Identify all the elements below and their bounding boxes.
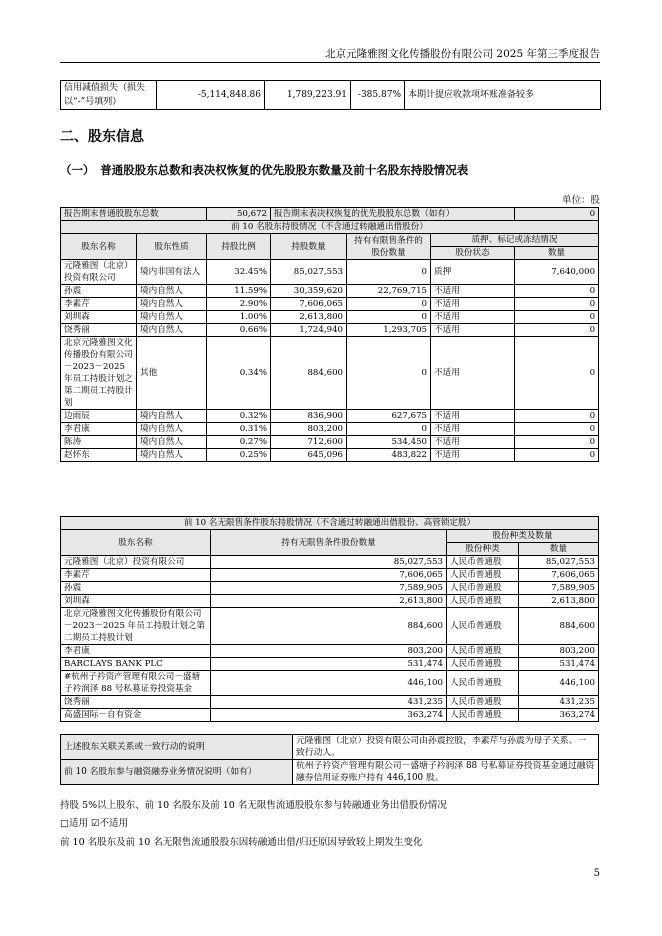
table-row: [61, 324, 599, 337]
holder-status: 不适用: [431, 298, 515, 311]
table-row: [61, 436, 599, 449]
report-header: 北京元隆雅图文化传播股份有限公司 2025 年第三季度报告: [325, 48, 600, 60]
holder-qty: 2,613,800: [211, 595, 447, 608]
holder-name: 元隆雅图（北京）投资有限公司: [61, 260, 137, 285]
unrestricted-header-row: [61, 530, 599, 543]
holder-count: 0: [515, 449, 599, 462]
holder-nature: 境内自然人: [137, 410, 207, 423]
holder-count: 0: [515, 311, 599, 324]
holder-restricted: 534,450: [347, 436, 431, 449]
header-count: 数量: [515, 247, 599, 260]
holder-count: 0: [515, 410, 599, 423]
holder-restricted: 22,769,715: [347, 285, 431, 298]
holder-name: 赵怀东: [61, 449, 137, 462]
unrestricted-shareholders-table: [60, 516, 599, 722]
share-type: 人民币普通股: [447, 645, 519, 658]
holder-name: 饶秀丽: [61, 696, 211, 709]
holder-name: 孙震: [61, 582, 211, 595]
share-count: 7,606,065: [519, 569, 599, 582]
holder-count: 0: [515, 337, 599, 410]
holder-qty: 85,027,553: [211, 556, 447, 569]
holder-count: 0: [515, 285, 599, 298]
holder-name: 北京元隆雅图文化传播股份有限公司－2023－2025 年员工持股计划之第二期员工持股计划: [61, 608, 211, 645]
holder-qty: 7,606,065: [211, 569, 447, 582]
share-type: 人民币普通股: [447, 569, 519, 582]
holder-qty: 1,724,940: [271, 324, 347, 337]
share-count: 85,027,553: [519, 556, 599, 569]
holder-name: BARCLAYS BANK PLC: [61, 658, 211, 671]
holder-ratio: 11.59%: [207, 285, 271, 298]
share-count: 446,100: [519, 671, 599, 696]
holder-nature: 境内自然人: [137, 285, 207, 298]
table-row: [61, 285, 599, 298]
holder-ratio: 0.27%: [207, 436, 271, 449]
share-type: 人民币普通股: [447, 582, 519, 595]
top10-title: 前 10 名股东持股情况（不含通过转融通出借股份）: [61, 221, 599, 234]
holder-ratio: 0.31%: [207, 423, 271, 436]
holder-qty: 803,200: [211, 645, 447, 658]
holder-status: 不适用: [431, 449, 515, 462]
table-row: [61, 569, 599, 582]
holder-count: 0: [515, 298, 599, 311]
holder-name: 孙震: [61, 285, 137, 298]
unrestricted-title: 前 10 名无限售条件股东持股情况（不含通过转融通出借股份、高管锁定股）: [61, 517, 599, 530]
table-row: [61, 671, 599, 696]
share-type: 人民币普通股: [447, 671, 519, 696]
holder-qty: 446,100: [211, 671, 447, 696]
applicability-checkbox: □适用 ☑不适用: [60, 818, 129, 829]
holder-nature: 境内自然人: [137, 311, 207, 324]
top10-title-row: [61, 221, 599, 234]
holder-status: 不适用: [431, 436, 515, 449]
summary-row: [61, 208, 599, 221]
holder-nature: 境内非国有法人: [137, 260, 207, 285]
holder-qty: 645,096: [271, 449, 347, 462]
credit-loss-reason: 本期计提应收款项坏账准备较多: [405, 81, 601, 110]
header-status: 股份状态: [431, 247, 515, 260]
holder-nature: 境内自然人: [137, 449, 207, 462]
pref-holders-value: 0: [515, 208, 599, 221]
share-count: 884,600: [519, 608, 599, 645]
holder-restricted: 0: [347, 298, 431, 311]
table-row: [61, 709, 599, 722]
holder-status: 不适用: [431, 285, 515, 298]
holder-qty: 30,359,620: [271, 285, 347, 298]
holder-nature: 其他: [137, 337, 207, 410]
holder-nature: 境内自然人: [137, 324, 207, 337]
holder-ratio: 1.00%: [207, 311, 271, 324]
table-row: [61, 608, 599, 645]
holder-count: 7,640,000: [515, 260, 599, 285]
credit-loss-label: 信用减值损失（损失以“-”号填列）: [61, 81, 157, 110]
holder-qty: 836,900: [271, 410, 347, 423]
holder-restricted: 0: [347, 423, 431, 436]
holder-qty: 531,474: [211, 658, 447, 671]
holder-status: 不适用: [431, 410, 515, 423]
holder-ratio: 0.34%: [207, 337, 271, 410]
share-count: 803,200: [519, 645, 599, 658]
table-row: [61, 449, 599, 462]
holder-qty: 7,589,905: [211, 582, 447, 595]
holder-name: 高盛国际－自有资金: [61, 709, 211, 722]
credit-loss-previous: 1,789,223.91: [265, 81, 351, 110]
share-type: 人民币普通股: [447, 595, 519, 608]
holder-ratio: 32.45%: [207, 260, 271, 285]
related-note-row: [61, 735, 599, 760]
holder-qty: 2,613,800: [271, 311, 347, 324]
holder-name: 李君康: [61, 645, 211, 658]
holder-qty: 712,600: [271, 436, 347, 449]
table-row: [61, 582, 599, 595]
header-type: 股份种类: [447, 543, 519, 556]
total-holders-value: 50,672: [207, 208, 271, 221]
holder-qty: 884,600: [211, 608, 447, 645]
margin-note-label: 前 10 名股东参与融资融券业务情况说明（如有）: [61, 760, 293, 785]
holder-qty: 431,235: [211, 696, 447, 709]
holder-ratio: 0.32%: [207, 410, 271, 423]
holder-qty: 85,027,553: [271, 260, 347, 285]
share-count: 431,235: [519, 696, 599, 709]
table-row: [61, 658, 599, 671]
holder-status: 不适用: [431, 324, 515, 337]
holder-restricted: 0: [347, 260, 431, 285]
holder-name: 李君康: [61, 423, 137, 436]
header-kind: 股份种类及数量: [447, 530, 599, 543]
share-type: 人民币普通股: [447, 658, 519, 671]
lending-statement: 持股 5%以上股东、前 10 名股东及前 10 名无限售流通股股东参与转融通业务出借股份情况: [60, 800, 447, 811]
header-pledge: 质押、标记或冻结情况: [431, 234, 599, 247]
holder-count: 0: [515, 324, 599, 337]
unrestricted-title-row: [61, 517, 599, 530]
related-note-label: 上述股东关联关系或一致行动的说明: [61, 735, 293, 760]
pref-holders-label: 报告期末表决权恢复的优先股股东总数（如有）: [271, 208, 515, 221]
table-row: [61, 337, 599, 410]
holder-ratio: 2.90%: [207, 298, 271, 311]
credit-loss-current: -5,114,848.86: [157, 81, 265, 110]
top10-header-row: [61, 234, 599, 247]
header-nature: 股东性质: [137, 234, 207, 260]
section-title: 二、股东信息: [60, 129, 144, 145]
holder-name: #杭州子衿资产管理有限公司－盛塘子衿润泽 88 号私募证券投资基金: [61, 671, 211, 696]
table-row: [61, 260, 599, 285]
holder-nature: 境内自然人: [137, 423, 207, 436]
holder-qty: 803,200: [271, 423, 347, 436]
holder-status: 不适用: [431, 311, 515, 324]
holder-name: 北京元隆雅图文化传播股份有限公司－2023－2025 年员工持股计划之第二期员工持股计划: [61, 337, 137, 410]
header-ratio: 持股比例: [207, 234, 271, 260]
header-count: 数量: [519, 543, 599, 556]
share-count: 531,474: [519, 658, 599, 671]
header-qty: 持有无限售条件股份数量: [211, 530, 447, 556]
holder-status: 不适用: [431, 423, 515, 436]
credit-loss-row: [61, 81, 601, 110]
header-qty: 持股数量: [271, 234, 347, 260]
share-type: 人民币普通股: [447, 556, 519, 569]
table-row: [61, 595, 599, 608]
holder-count: 0: [515, 436, 599, 449]
holder-qty: 7,606,065: [271, 298, 347, 311]
margin-note-row: [61, 760, 599, 785]
table-row: [61, 556, 599, 569]
share-type: 人民币普通股: [447, 709, 519, 722]
table-row: [61, 311, 599, 324]
header-rule: [60, 62, 600, 63]
holder-count: 0: [515, 423, 599, 436]
table-row: [61, 298, 599, 311]
unit-label: 单位：股: [561, 195, 600, 206]
share-count: 7,589,905: [519, 582, 599, 595]
holder-name: 李素芹: [61, 298, 137, 311]
share-count: 363,274: [519, 709, 599, 722]
related-note-text: 元隆雅图（北京）投资有限公司由孙震控股，李素芹与孙震为母子关系、一致行动人。: [293, 735, 599, 760]
holder-restricted: 0: [347, 311, 431, 324]
share-type: 人民币普通股: [447, 696, 519, 709]
header-name: 股东名称: [61, 234, 137, 260]
holder-name: 李素芹: [61, 569, 211, 582]
table-row: [61, 410, 599, 423]
holder-name: 边雨辰: [61, 410, 137, 423]
table-row: [61, 645, 599, 658]
holder-restricted: 1,293,705: [347, 324, 431, 337]
change-statement: 前 10 名股东及前 10 名无限售流通股股东因转融通出借/归还原因导致较上期发生变化: [60, 837, 423, 848]
credit-loss-table: [60, 80, 601, 110]
holder-status: 不适用: [431, 337, 515, 410]
holder-nature: 境内自然人: [137, 298, 207, 311]
total-holders-label: 报告期末普通股股东总数: [61, 208, 207, 221]
margin-note-text: 杭州子衿资产管理有限公司－盛塘子衿润泽 88 号私募证券投资基金通过融资融券信用证券账户持有 446,100 股。: [293, 760, 599, 785]
credit-loss-change: -385.87%: [351, 81, 405, 110]
holder-restricted: 0: [347, 337, 431, 410]
page-number: 5: [593, 868, 600, 879]
holder-qty: 884,600: [271, 337, 347, 410]
holder-status: 质押: [431, 260, 515, 285]
share-type: 人民币普通股: [447, 608, 519, 645]
holder-name: 刘圳森: [61, 311, 137, 324]
top10-shareholders-table: [60, 207, 599, 462]
holder-name: 陈涛: [61, 436, 137, 449]
holder-restricted: 627,675: [347, 410, 431, 423]
holder-name: 刘圳森: [61, 595, 211, 608]
holder-name: 饶秀丽: [61, 324, 137, 337]
holder-name: 元隆雅图（北京）投资有限公司: [61, 556, 211, 569]
table-row: [61, 696, 599, 709]
holder-ratio: 0.25%: [207, 449, 271, 462]
holder-ratio: 0.66%: [207, 324, 271, 337]
notes-table: [60, 734, 599, 785]
header-name: 股东名称: [61, 530, 211, 556]
header-restricted: 持有有限售条件的股份数量: [347, 234, 431, 260]
holder-restricted: 483,822: [347, 449, 431, 462]
holder-qty: 363,274: [211, 709, 447, 722]
table-row: [61, 423, 599, 436]
sub-title: （一） 普通股股东总数和表决权恢复的优先股股东数量及前十名股东持股情况表: [60, 163, 469, 177]
holder-nature: 境内自然人: [137, 436, 207, 449]
share-count: 2,613,800: [519, 595, 599, 608]
